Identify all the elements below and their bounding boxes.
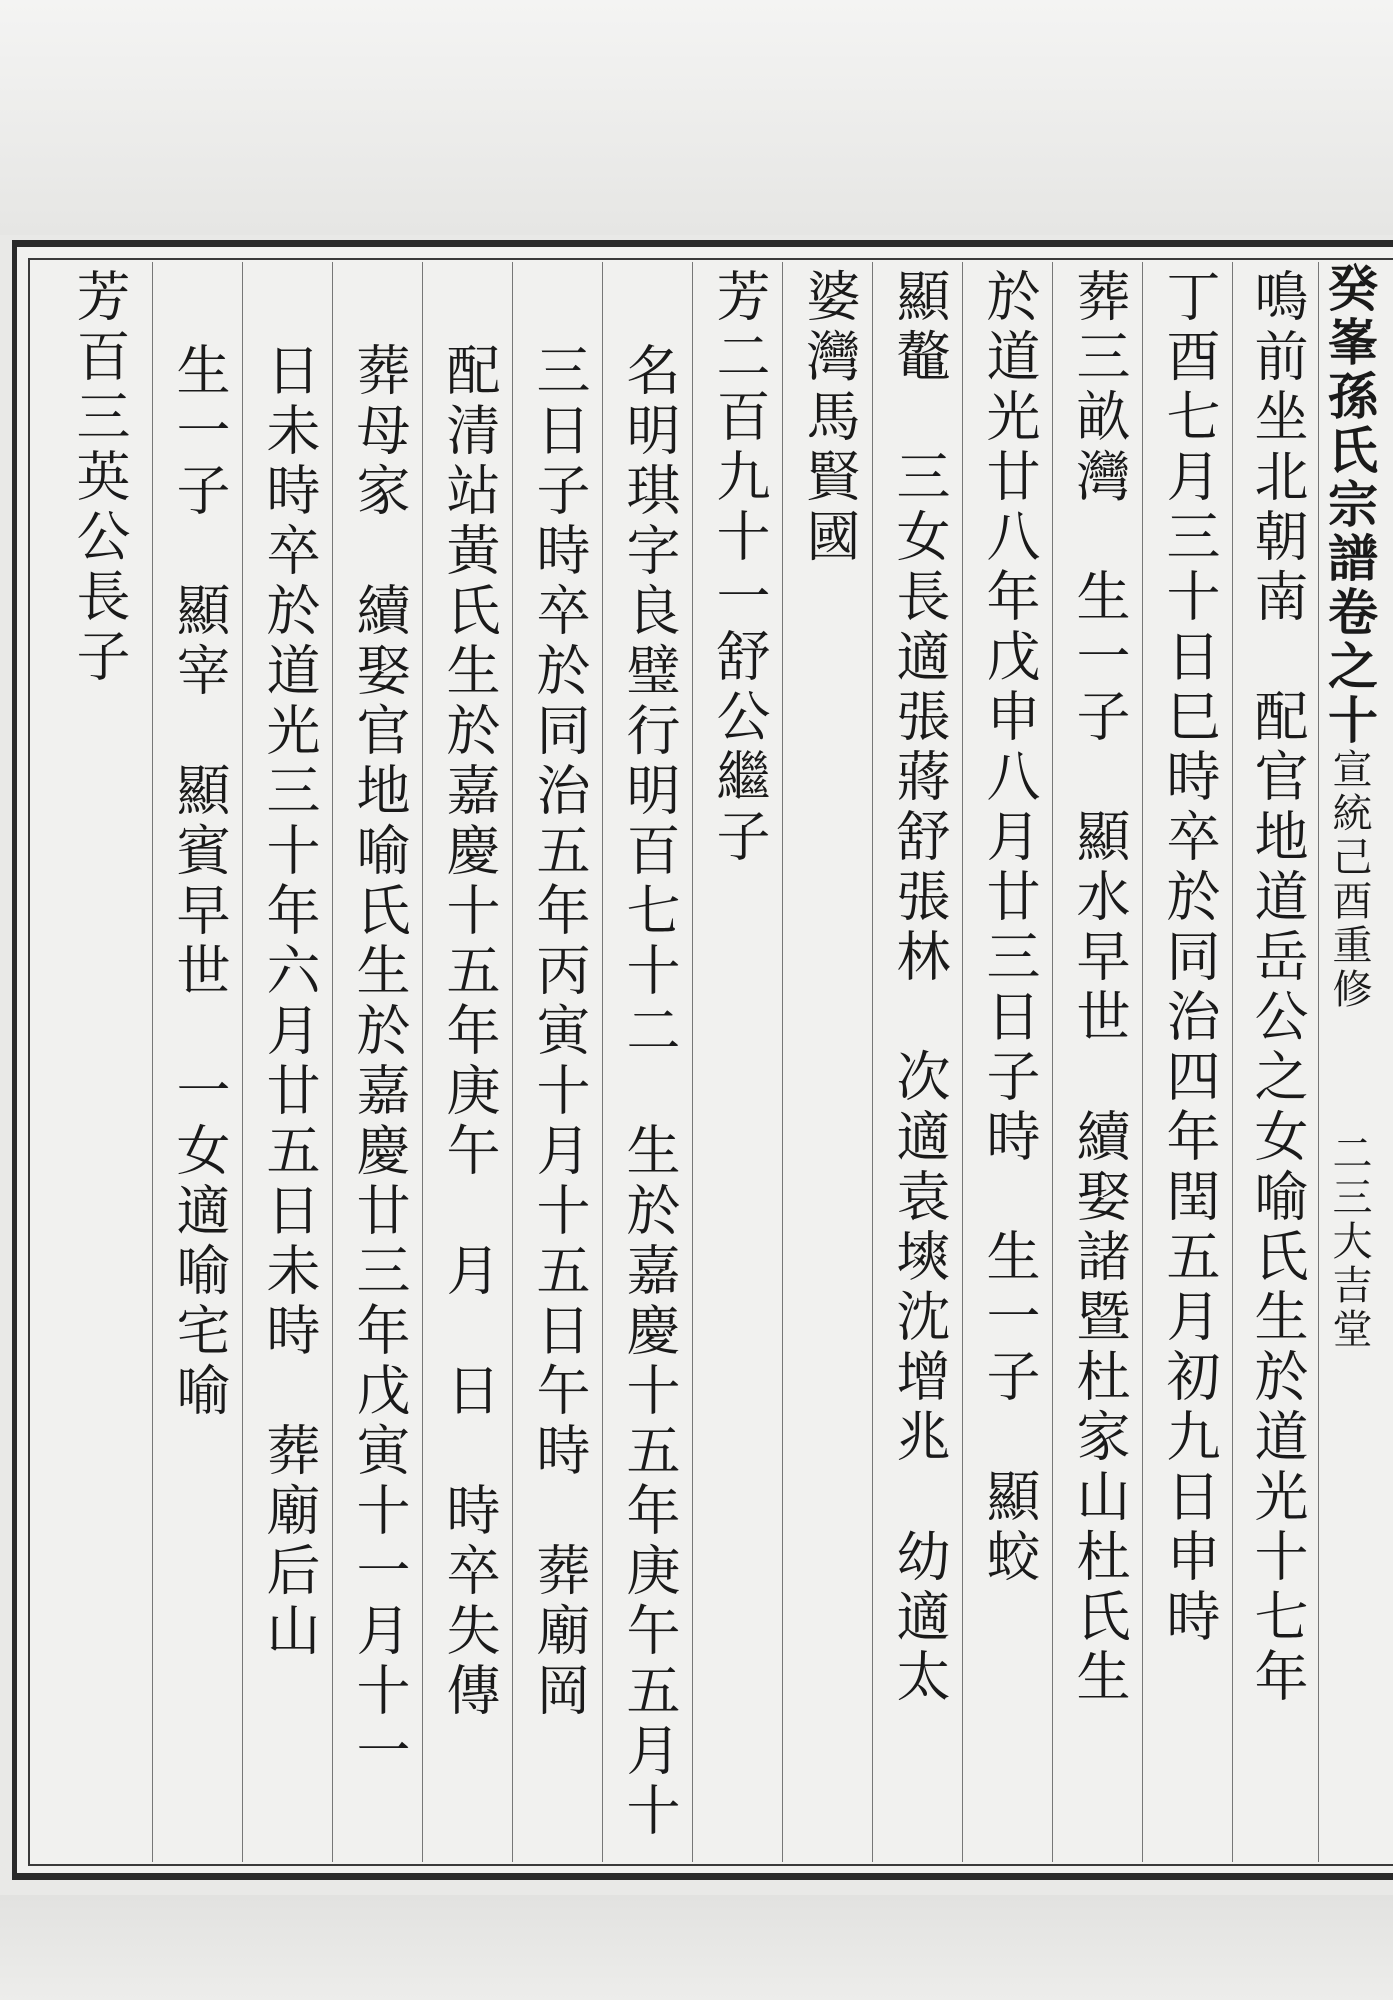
text-column-13: 生一子 顯宰 顯賓早世 一女適喻宅喻 <box>168 342 231 1422</box>
running-header-column <box>1320 262 1392 1852</box>
column-rule <box>1232 262 1233 1862</box>
page-bottom-margin <box>0 1895 1393 2000</box>
text-column-4: 於道光廿八年戊申八月廿三日子時 生一子 顯蛟 <box>978 268 1041 1588</box>
column-rule <box>422 262 423 1862</box>
text-column-11: 葬母家 續娶官地喻氏生於嘉慶廿三年戊寅十一月十一 <box>348 342 411 1782</box>
text-column-2: 丁酉七月三十日巳時卒於同治四年閏五月初九日申時 <box>1158 268 1221 1648</box>
running-header: 癸峯孫氏宗譜卷之十 <box>1320 262 1379 748</box>
column-rule <box>512 262 513 1862</box>
column-rule <box>962 262 963 1862</box>
column-rule <box>152 262 153 1862</box>
text-column-3: 葬三畝灣 生一子 顯水早世 續娶諸暨杜家山杜氏生 <box>1068 268 1131 1708</box>
text-column-8: 名明琪字良璧行明百七十二 生於嘉慶十五年庚午五月十 <box>618 342 681 1842</box>
text-column-5: 顯鼇 三女長適張蔣舒張林 次適袁塽沈增兆 幼適太 <box>888 268 951 1708</box>
column-rule <box>782 262 783 1862</box>
edition-note: 宣統己酉重修 <box>1326 748 1372 1012</box>
column-rule <box>332 262 333 1862</box>
column-rule <box>692 262 693 1862</box>
column-rule <box>1142 262 1143 1862</box>
column-rule <box>872 262 873 1862</box>
text-column-9: 三日子時卒於同治五年丙寅十月十五日午時 葬廟岡 <box>528 342 591 1722</box>
text-column-12: 日未時卒於道光三十年六月廿五日未時 葬廟后山 <box>258 342 321 1662</box>
text-column-10: 配清站黃氏生於嘉慶十五年庚午 月 日 時卒失傳 <box>438 342 501 1722</box>
text-column-1: 鳴前坐北朝南 配官地道岳公之女喻氏生於道光十七年 <box>1246 268 1309 1708</box>
column-rule <box>602 262 603 1862</box>
column-rule <box>242 262 243 1862</box>
text-column-6: 婆灣馬賢國 <box>798 268 861 568</box>
hall-name: 二三大吉堂 <box>1326 1132 1372 1352</box>
entry-heading-column: 芳二百九十一舒公繼子 <box>708 268 771 868</box>
column-rule <box>1052 262 1053 1862</box>
page-top-margin <box>0 0 1393 235</box>
entry-heading-column-2: 芳百三英公長子 <box>68 268 131 688</box>
